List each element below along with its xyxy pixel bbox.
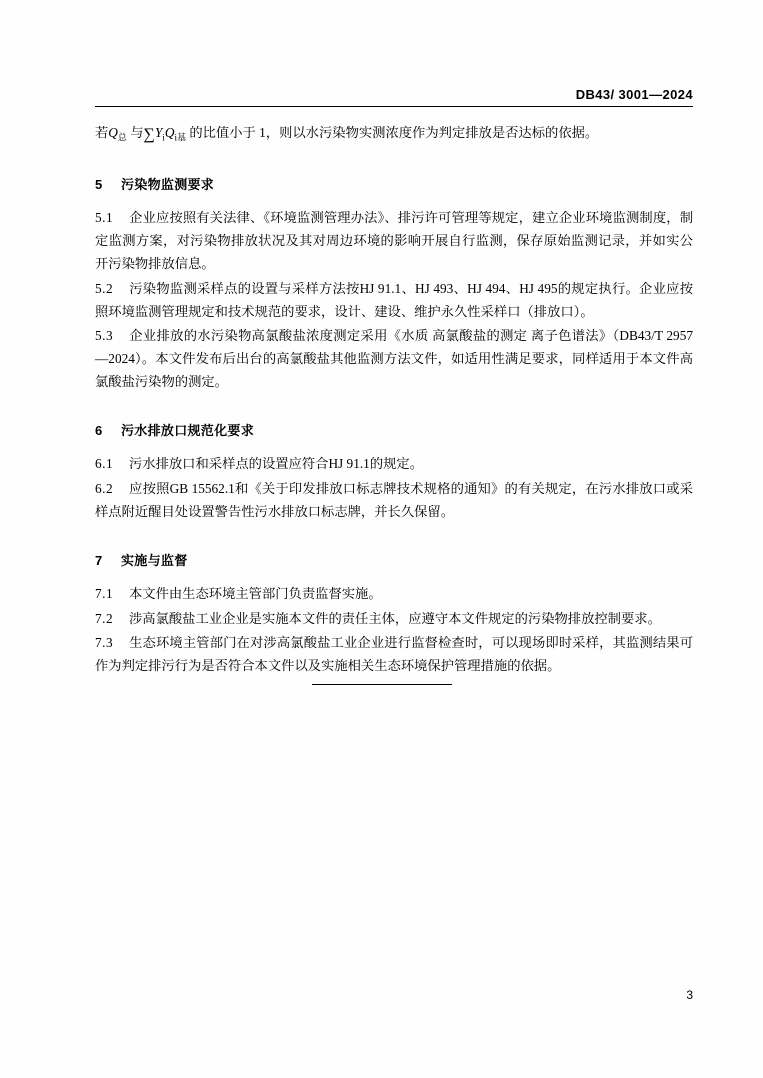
clause-7-2 — [95, 608, 693, 631]
symbol-y-sub: i — [162, 132, 165, 143]
page-content — [95, 80, 693, 678]
clause-6-1-text: 污水排放口和采样点的设置应符合HJ 91.1的规定。 — [129, 456, 424, 472]
intro-tail: 的比值小于 1，则以水污染物实测浓度作为判定排放是否达标的依据。 — [189, 125, 599, 140]
clause-5-2 — [95, 278, 693, 324]
clause-7-2-number: 7.2 — [95, 610, 114, 626]
clause-7-3-number: 7.3 — [95, 635, 114, 651]
clause-5-2-text: 污染物监测采样点的设置与采样方法按HJ 91.1、HJ 493、HJ 494、HJ 495的规定执行。企业应按照环境监测管理规定和技术规范的要求，设计、建设、维护永久性采样口（排放口）。 — [95, 280, 693, 319]
clause-5-1-text: 企业应按照有关法律、《环境监测管理办法》、排污许可管理等规定，建立企业环境监测制度，制定监测方案，对污染物排放状况及其对周边环境的影响开展自行监测，保存原始监测记录，并如实公开污染物排放信息。 — [95, 210, 693, 271]
intro-paragraph — [95, 121, 693, 148]
intro-conjunction: 与 — [130, 125, 144, 140]
clause-6-1 — [95, 453, 693, 476]
section-heading-7 — [95, 550, 693, 569]
section-heading-5 — [95, 174, 693, 193]
section-heading-6 — [95, 420, 693, 439]
page-number: 3 — [686, 988, 693, 1002]
standard-number: DB43/ 3001—2024 — [575, 87, 693, 102]
clause-5-2-number: 5.2 — [95, 280, 114, 296]
symbol-q-base: Q — [164, 125, 175, 140]
clause-7-3-text: 生态环境主管部门在对涉高氯酸盐工业企业进行监督检查时，可以现场即时采样，其监测结果可作为判定排污行为是否符合本文件以及实施相关生态环境保护管理措施的依据。 — [95, 635, 693, 674]
clause-7-2-text: 涉高氯酸盐工业企业是实施本文件的责任主体，应遵守本文件规定的污染物排放控制要求。 — [129, 610, 661, 626]
clause-6-2 — [95, 478, 693, 524]
symbol-q-base-sub: i基 — [174, 132, 186, 143]
clause-7-1-number: 7.1 — [95, 585, 114, 601]
clause-7-1-text: 本文件由生态环境主管部门负责监督实施。 — [129, 585, 382, 601]
end-rule — [312, 684, 452, 685]
clause-6-2-text: 应按照GB 15562.1和《关于印发排放口标志牌技术规格的通知》的有关规定，在污水排放口或采样点附近醒目处设置警告性污水排放口标志牌，并长久保留。 — [95, 480, 693, 519]
clause-5-1-number: 5.1 — [95, 210, 114, 226]
clause-6-2-number: 6.2 — [95, 480, 114, 496]
clause-5-3-text: 企业排放的水污染物高氯酸盐浓度测定采用《水质 高氯酸盐的测定 离子色谱法》（DB43/T 2957—2024）。本文件发布后出台的高氯酸盐其他监测方法文件，如适用性满足要求，同样适用于本文件高氯酸盐污染物的测定。 — [95, 328, 693, 390]
clause-5-3 — [95, 325, 693, 394]
page-header — [95, 80, 693, 107]
symbol-y: Y — [154, 125, 163, 140]
section-5-title: 污染物监测要求 — [121, 177, 215, 193]
intro-prefix: 若 — [95, 125, 109, 140]
section-6-title: 污水排放口规范化要求 — [121, 423, 255, 439]
clause-6-1-number: 6.1 — [95, 456, 114, 472]
section-5-number: 5 — [95, 177, 103, 193]
section-6-number: 6 — [95, 423, 103, 439]
symbol-q-total: Q — [108, 125, 118, 140]
clause-7-3 — [95, 632, 693, 678]
section-7-number: 7 — [95, 552, 103, 568]
clause-5-1 — [95, 207, 693, 276]
clause-7-1 — [95, 583, 693, 606]
sigma-icon: ∑ — [143, 126, 155, 143]
section-7-title: 实施与监督 — [121, 552, 188, 568]
clause-5-3-number: 5.3 — [95, 328, 114, 344]
symbol-q-total-sub: 总 — [117, 132, 127, 143]
